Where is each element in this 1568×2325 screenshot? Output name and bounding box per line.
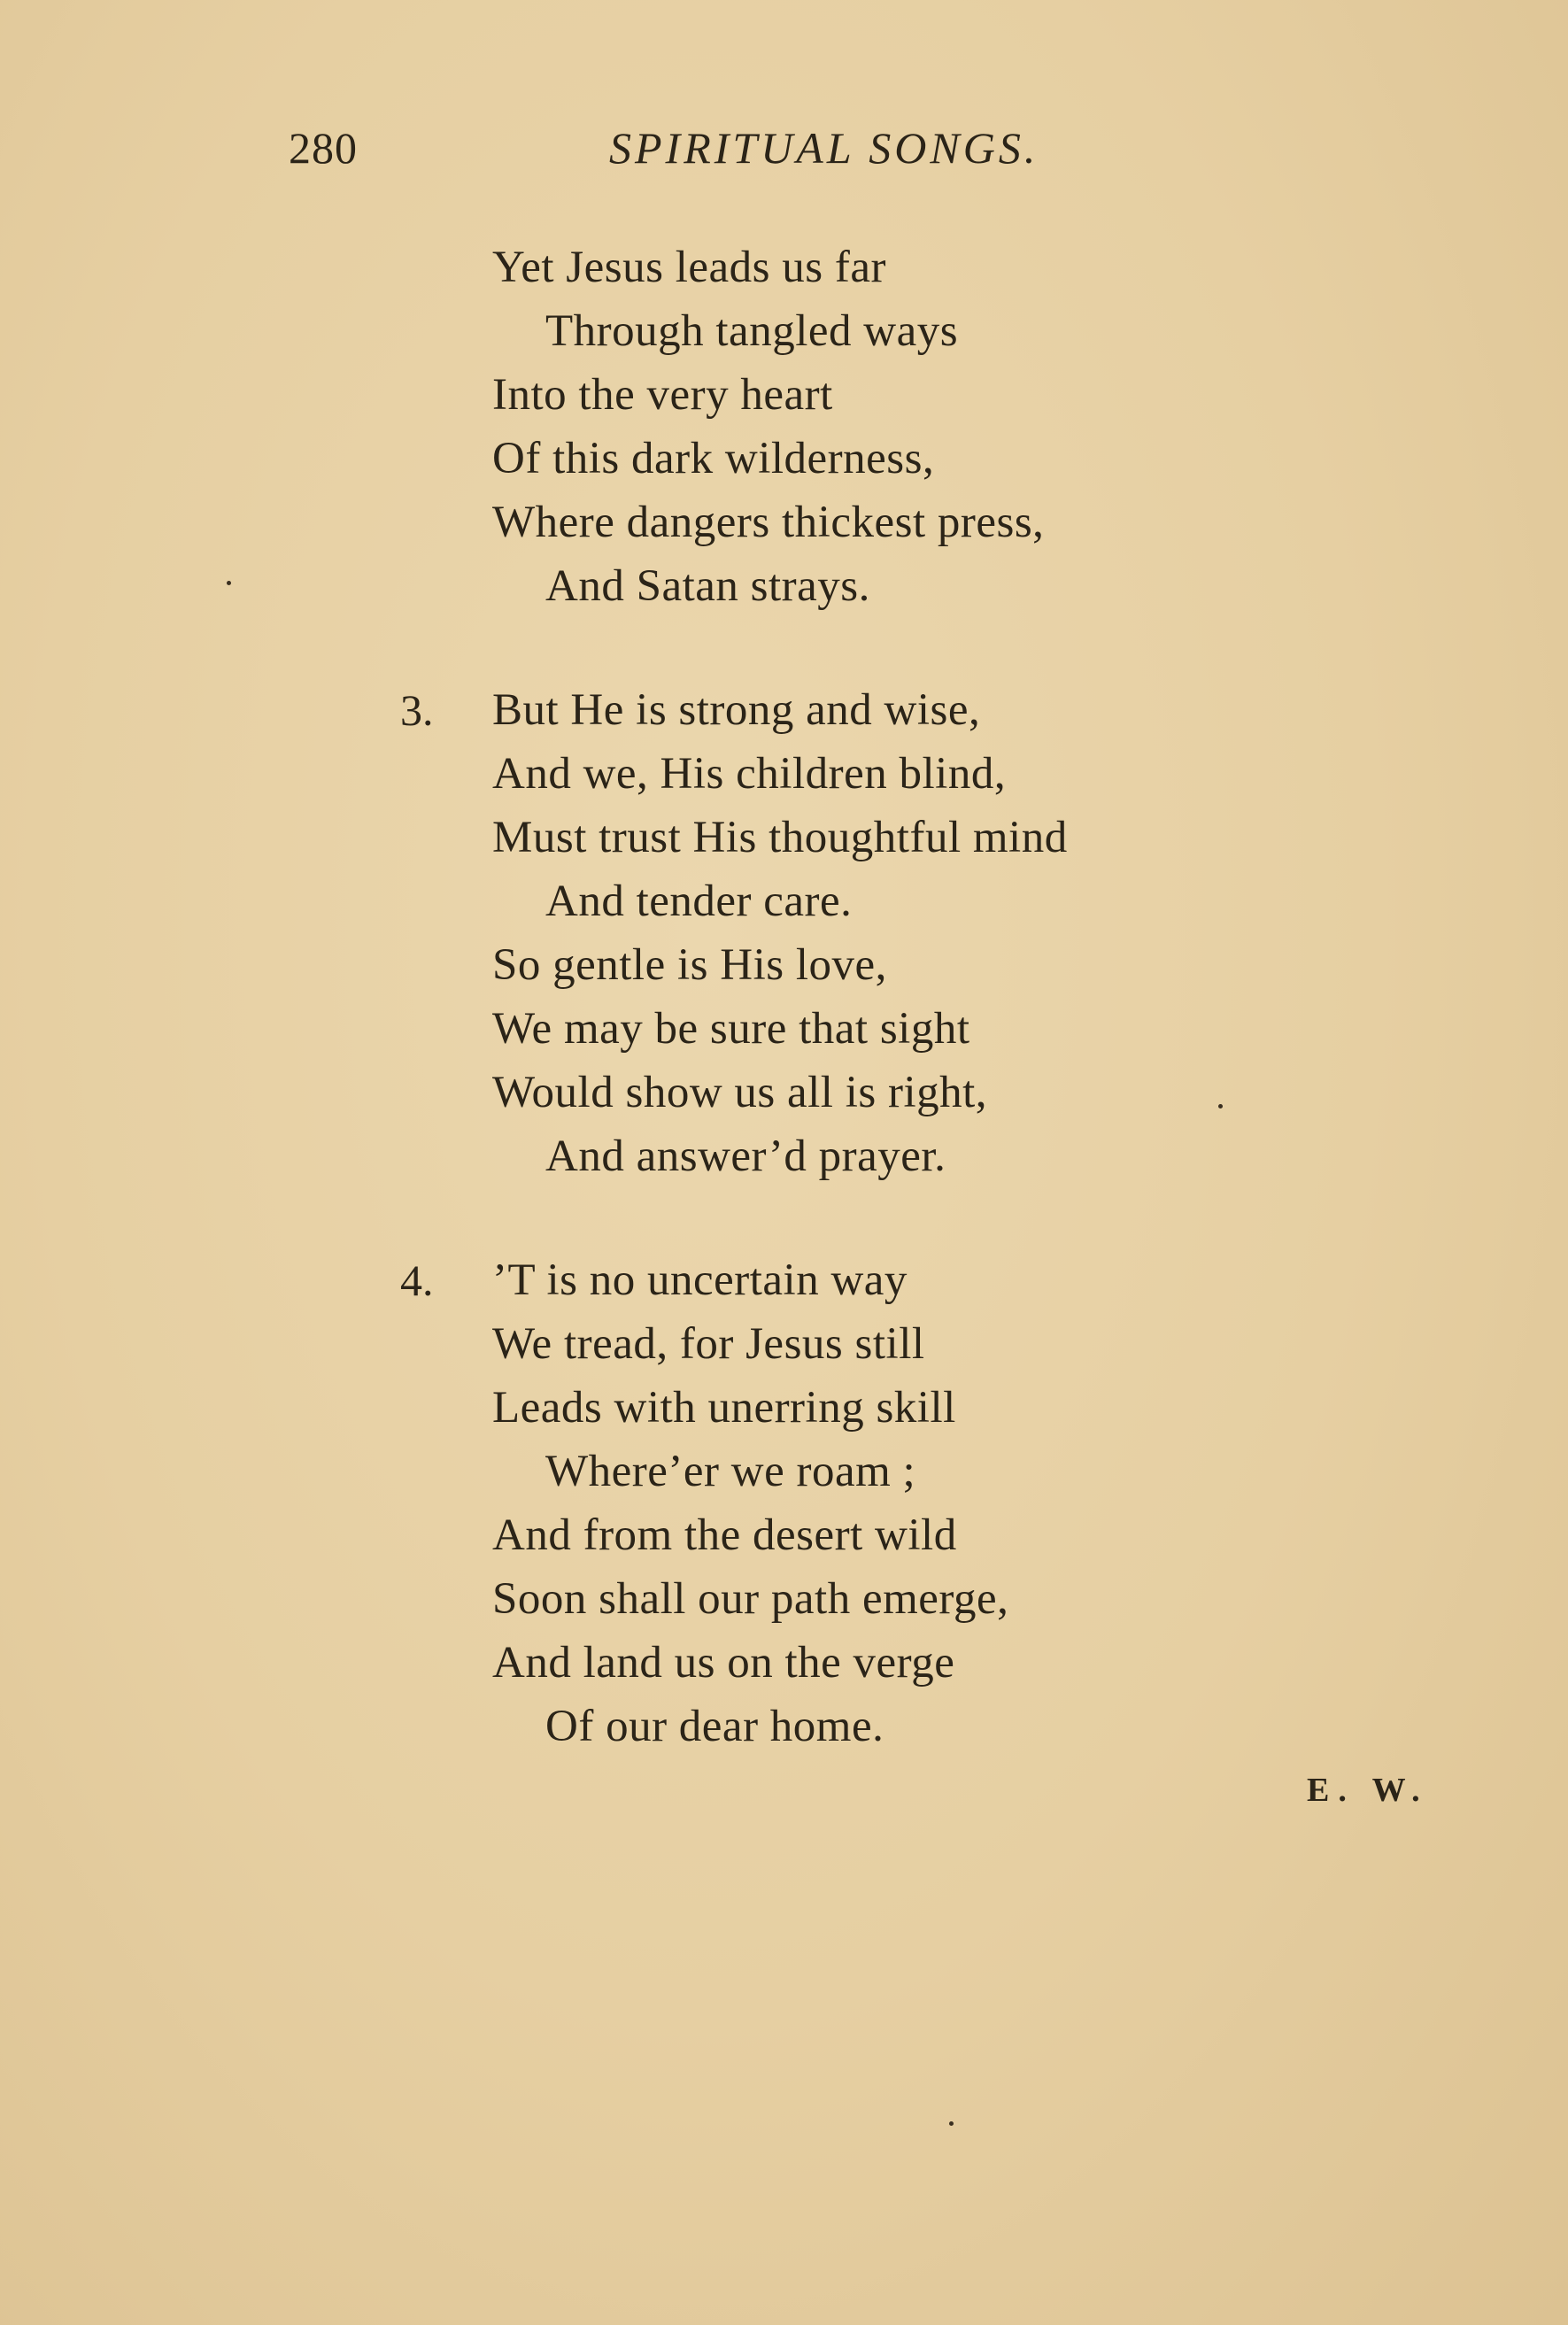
stanza-3: [0, 678, 1568, 1188]
page-number: 280: [289, 123, 358, 173]
poem: [0, 236, 1568, 1819]
stanza-4: [0, 1248, 1568, 1758]
poem-line: Would show us all is right,: [492, 1068, 988, 1117]
poem-line: Must trust His thoughtful mind: [492, 813, 1068, 862]
page-header: [0, 122, 1568, 184]
poem-line: We may be sure that sight: [492, 1004, 970, 1054]
poem-line: And from the desert wild: [492, 1510, 957, 1560]
poem-line: Of this dark wilderness,: [492, 434, 935, 483]
poem-line: Of our dear home.: [545, 1702, 884, 1751]
poem-line: Leads with unerring skill: [492, 1383, 956, 1433]
stanza-2-continued: [0, 236, 1568, 618]
poem-line: And Satan strays.: [545, 561, 870, 611]
ink-speck: [1218, 1104, 1223, 1108]
poem-line: So gentle is His love,: [492, 940, 887, 990]
poem-line: But He is strong and wise,: [492, 685, 981, 735]
poem-line: Into the very heart: [492, 370, 833, 420]
verse-number: 3.: [400, 685, 434, 735]
poem-line: Where dangers thickest press,: [492, 498, 1045, 547]
author-signature: E. W.: [1307, 1772, 1429, 1809]
poem-line: Where’er we roam ;: [545, 1447, 916, 1496]
poem-line: And tender care.: [545, 877, 853, 926]
poem-line: Through tangled ways: [545, 306, 959, 356]
running-title: SPIRITUAL SONGS.: [609, 123, 1039, 173]
poem-line: And answer’d prayer.: [545, 1132, 946, 1181]
poem-line: ’T is no uncertain way: [492, 1255, 908, 1305]
poem-line: And we, His children blind,: [492, 749, 1007, 799]
verse-number: 4.: [400, 1255, 434, 1305]
poem-line: We tread, for Jesus still: [492, 1319, 925, 1369]
ink-speck: [949, 2121, 954, 2126]
poem-line: Soon shall our path emerge,: [492, 1574, 1009, 1624]
ink-speck: [227, 581, 231, 585]
poem-line: And land us on the verge: [492, 1638, 955, 1688]
poem-line: Yet Jesus leads us far: [492, 243, 886, 292]
